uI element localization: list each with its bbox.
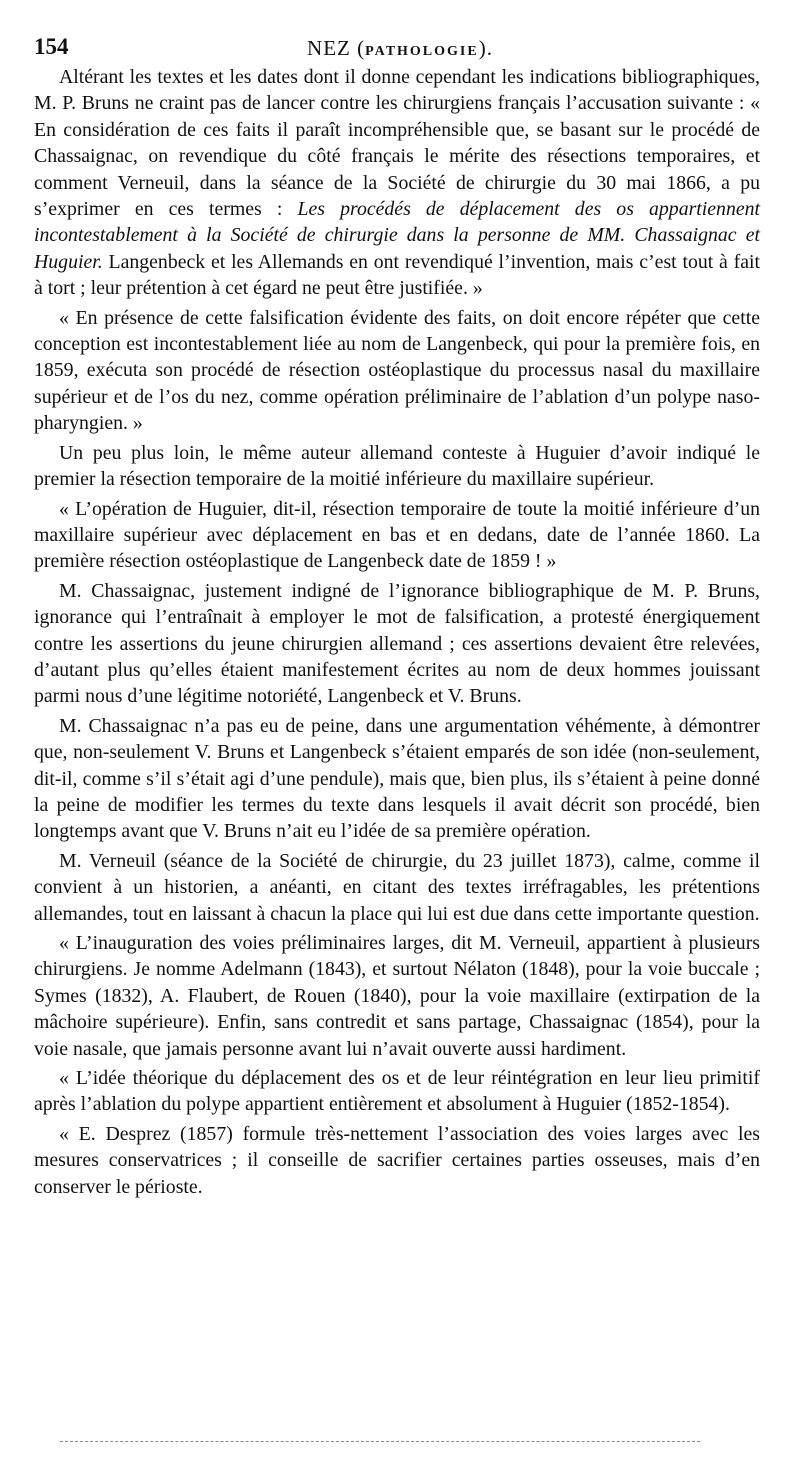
text-run: Un peu plus loin, le même auteur allemand conteste à Huguier d’avoir indiqué le premier la résection temporaire de la moitié inférieure du maxillaire supérieur. bbox=[34, 441, 760, 491]
footer-rule bbox=[60, 1441, 700, 1442]
text-run: M. Verneuil (séance de la Société de chirurgie, du 23 juillet 1873), calme, comme il convient à un historien, a anéanti, en citant des textes irréfragables, les prétentions allemandes, tout en laissant à chacun la place qui lui est due dans cette importante question. bbox=[34, 849, 760, 925]
text-run: Langenbeck et les Allemands en ont revendiqué l’invention, mais c’est tout à fait à tort ; leur prétention à cet égard ne peut être justifiée. » bbox=[34, 250, 760, 300]
paragraph bbox=[34, 1121, 760, 1200]
text-run: « L’opération de Huguier, dit-il, résection temporaire de toute la moitié inférieure d’un maxillaire supérieur avec déplacement en bas et en dedans, date de l’année 1860. La première résection ostéoplastique de Langenbeck date de 1859 ! » bbox=[34, 497, 760, 573]
running-head-close: ). bbox=[478, 36, 493, 60]
text-run: M. Chassaignac n’a pas eu de peine, dans une argumentation véhémente, à démontrer que, non-seulement V. Bruns et Langenbeck s’étaient emparés de son idée (non-seulement, dit-il, comme s’il s’était agi d’une pendule), mais que, bien plus, ils s’étaient à peine donné la peine de modifier les termes du texte dans lesquels il avait décrit son procédé, bien longtemps avant que V. Bruns n’ait eu l’idée de sa première opération. bbox=[34, 714, 760, 843]
text-run: Altérant les textes et les dates dont il donne cependant les indications bibliographiques, M. P. Bruns ne craint pas de lancer contre les chirurgiens français l’accusation suivante : « En considération de ces faits il paraît incompréhensible que, se basant sur le procédé de Chassaignac, on revendique du côté français le mérite des résections temporaires, et comment Verneuil, dans la séance de la Société de chirurgie du 30 mai 1866, a pu s’exprimer en ces termes : bbox=[34, 66, 760, 221]
paragraph bbox=[34, 64, 760, 302]
paragraph bbox=[34, 713, 760, 845]
paragraph bbox=[34, 930, 760, 1062]
running-head-subtitle: PATHOLOGIE bbox=[365, 44, 479, 59]
running-head-title: NEZ bbox=[307, 36, 351, 60]
running-head-open: ( bbox=[350, 36, 366, 60]
paragraph bbox=[34, 440, 760, 493]
paragraph bbox=[34, 578, 760, 710]
running-head bbox=[34, 36, 766, 61]
page-header bbox=[34, 34, 766, 64]
paragraph bbox=[34, 496, 760, 575]
body-text bbox=[34, 64, 760, 1203]
page-number: 154 bbox=[34, 34, 69, 59]
italic-text-run: Les procédés de déplacement des os appartiennent incontestablement à la Société de chirurgie dans la personne de MM. Chassaignac et Huguier. bbox=[34, 198, 760, 273]
paragraph bbox=[34, 848, 760, 927]
paragraph bbox=[34, 1065, 760, 1118]
text-run: « L’inauguration des voies préliminaires larges, dit M. Verneuil, appartient à plusieurs chirurgiens. Je nomme Adelmann (1843), et surtout Nélaton (1848), pour la voie buccale ; Symes (1832), A. Flaubert, de Rouen (1840), pour la voie maxillaire (extirpation de la mâchoire supérieure). Enfin, sans contredit et sans partage, Chassaignac (1854), pour la voie nasale, que jamais personne avant lui n’avait ouverte aussi hardiment. bbox=[34, 932, 760, 1060]
paragraph bbox=[34, 305, 760, 437]
text-run: « L’idée théorique du déplacement des os et de leur réintégration en leur lieu primitif après l’ablation du polype appartient entièrement et absolument à Huguier (1852-1854). bbox=[34, 1067, 760, 1116]
text-run: M. Chassaignac, justement indigné de l’ignorance bibliographique de M. P. Bruns, ignorance qui l’entraînait à employer le mot de falsification, a protesté énergiquement contre les assertions du jeune chirurgien allemand ; ces assertions devaient être relevées, d’autant plus qu’elles étaient manifestement écrites au nom de deux hommes jouissant parmi nous d’une légitime notoriété, Langenbeck et V. Bruns. bbox=[34, 579, 760, 708]
text-run: « En présence de cette falsification évidente des faits, on doit encore répéter que cette conception est incontestablement liée au nom de Langenbeck, qui pour la première fois, en 1859, exécuta son procédé de résection ostéoplastique du processus nasal du maxillaire supérieur et de l’os du nez, comme opération préliminaire de l’ablation d’un polype naso-pharyngien. » bbox=[34, 306, 760, 435]
text-run: « E. Desprez (1857) formule très-nettement l’association des voies larges avec les mesures conservatrices ; il conseille de sacrifier certaines parties osseuses, mais d’en conserver le périoste. bbox=[34, 1122, 760, 1198]
